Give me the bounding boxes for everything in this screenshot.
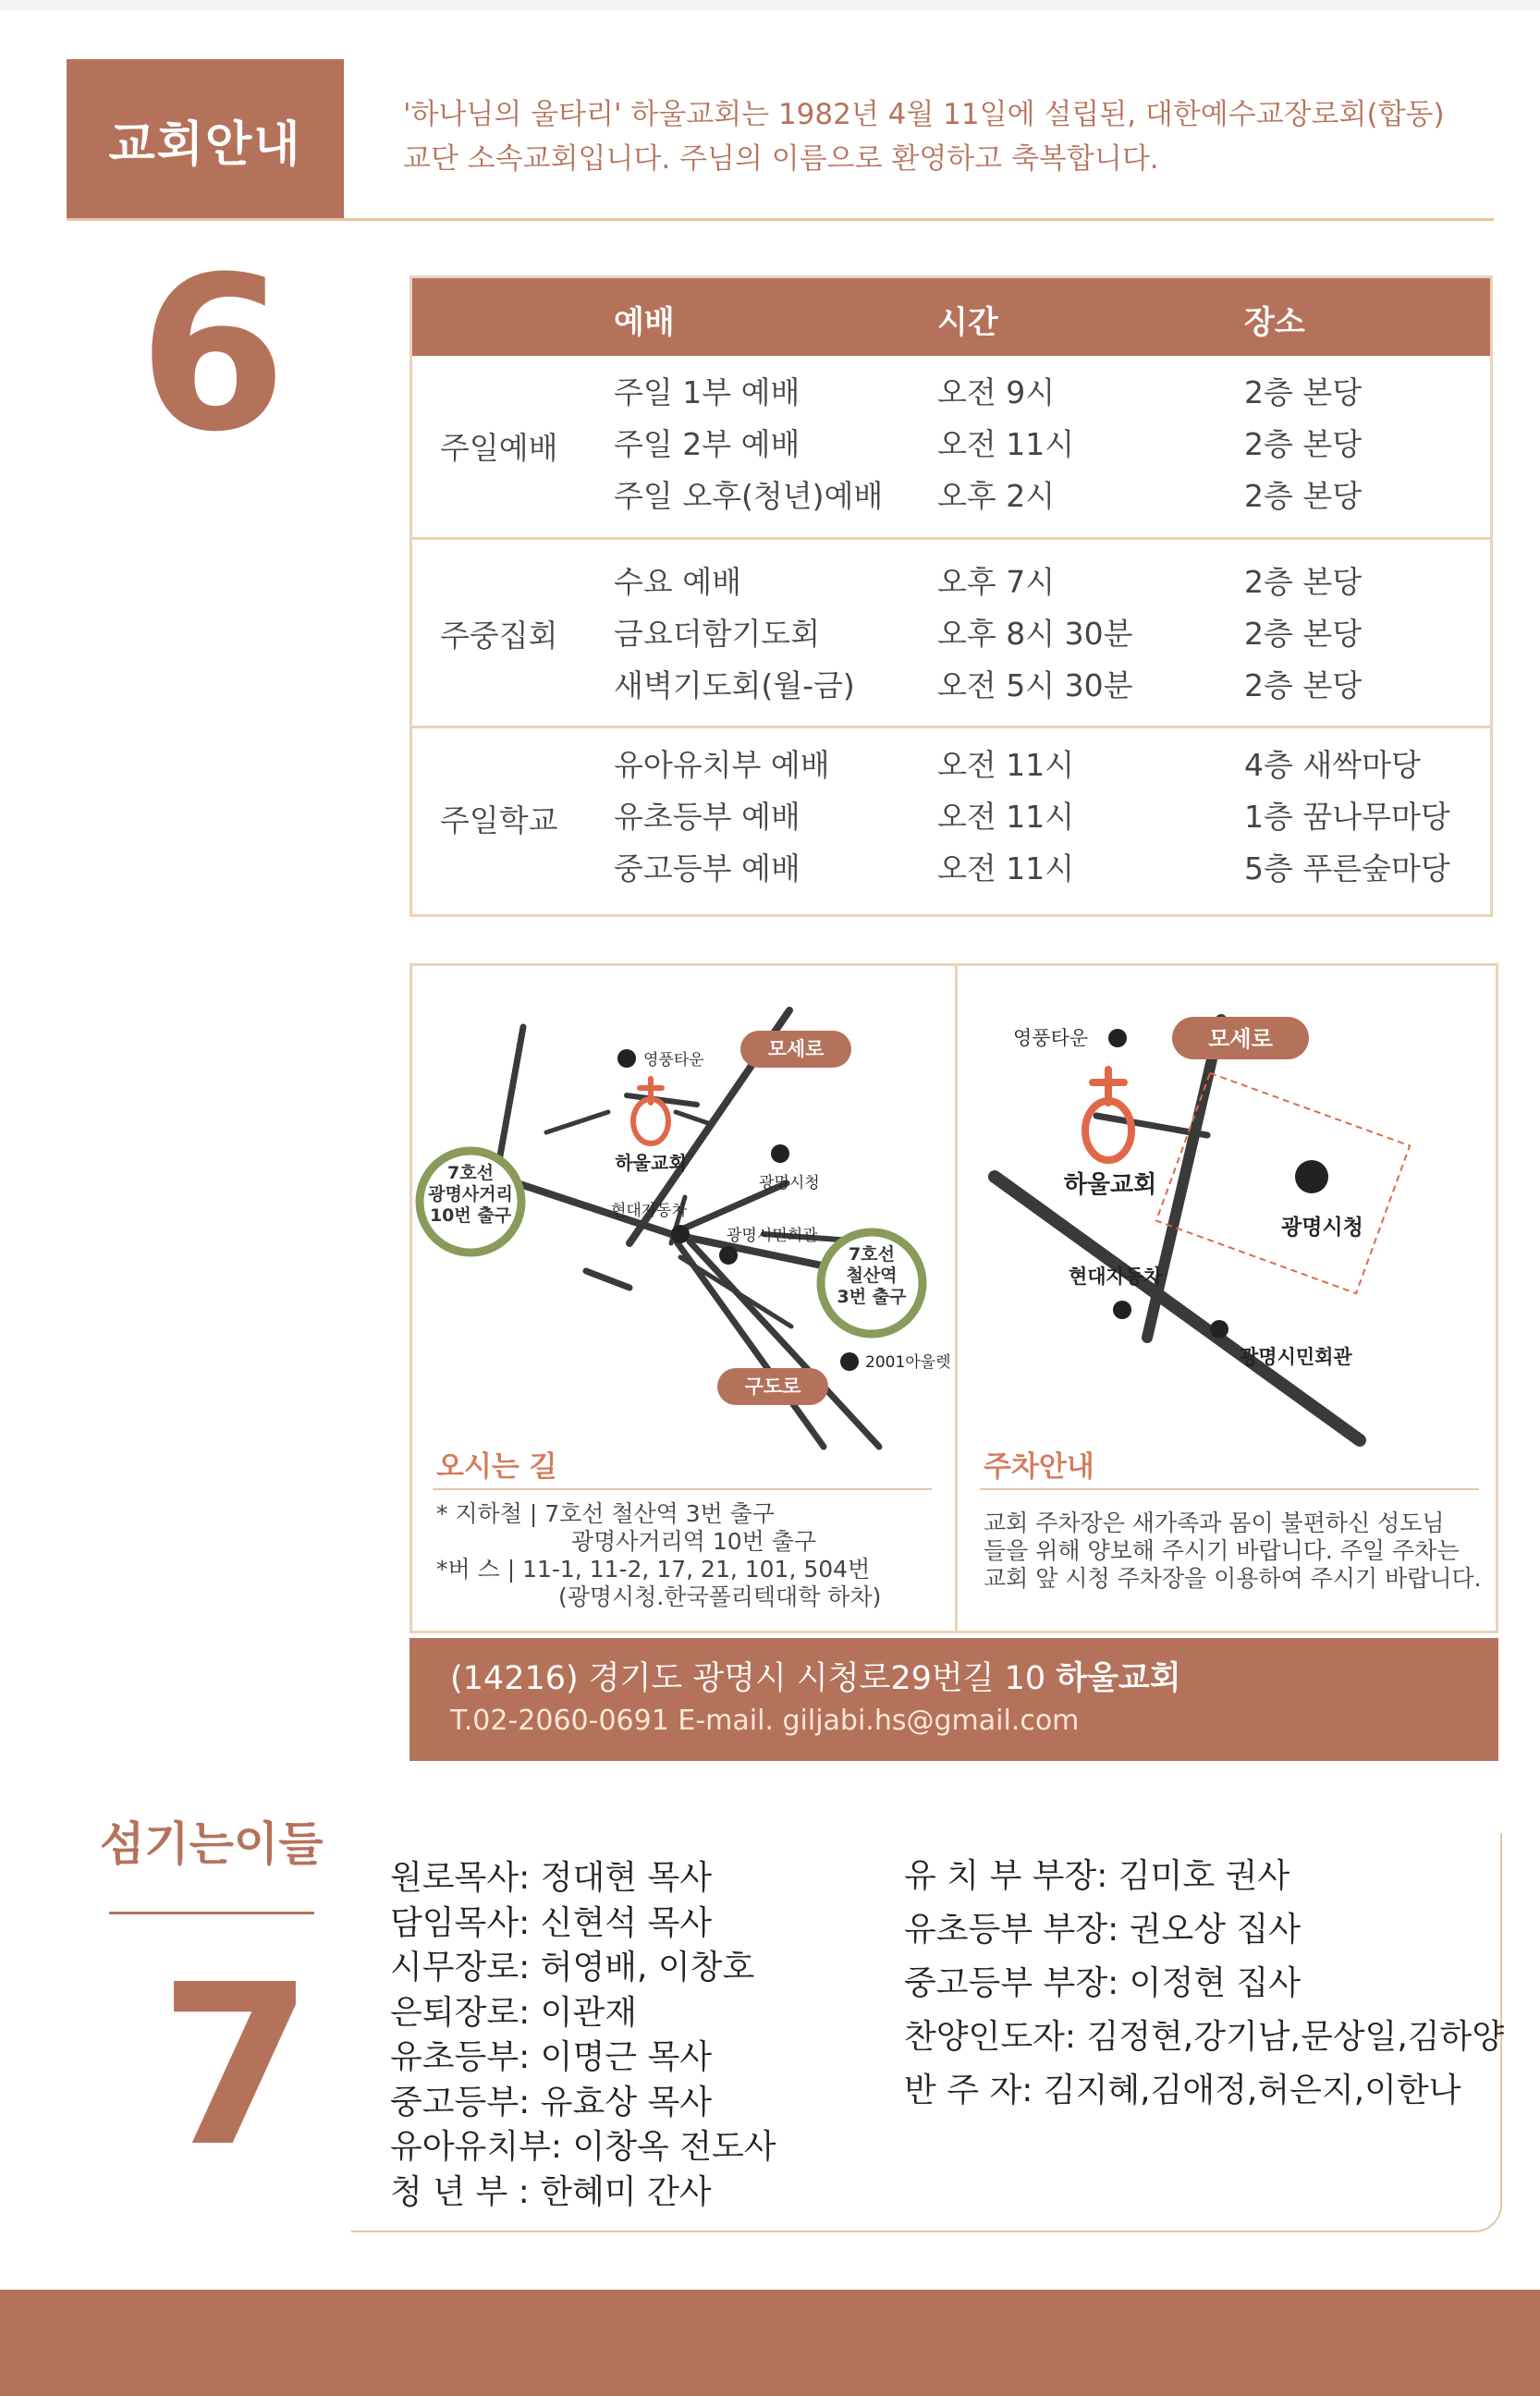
parking-map xyxy=(958,966,1498,1465)
table-row xyxy=(412,369,1490,421)
cell-place: 2층 본당 xyxy=(1244,667,1363,703)
label-hyundai: 현대자동차 xyxy=(1069,1265,1163,1288)
cell-name: 유초등부 예배 xyxy=(614,799,801,835)
staff-item: 담임목사: 신현석 목사 xyxy=(390,1903,712,1942)
label-civic: 광명시민회관 xyxy=(727,1227,818,1245)
label-civic: 광명시민회관 xyxy=(1240,1346,1352,1368)
staff-item: 찬양인도자: 김정현,강기남,문상일,김하양 xyxy=(904,2018,1505,2056)
group-weekday-meetings xyxy=(412,537,1490,726)
section-number: 7 xyxy=(159,1937,313,2195)
cell-name: 새벽기도회(월-금) xyxy=(614,667,855,703)
dot-hyundai xyxy=(1113,1301,1131,1319)
cell-time: 오후 8시 30분 xyxy=(937,616,1133,652)
table-row xyxy=(412,662,1490,714)
church-marker-icon xyxy=(633,1079,668,1143)
note-line: *버 스 | 11-1, 11-2, 17, 21, 101, 504번 xyxy=(436,1556,871,1583)
road-label-guro: 구도로 xyxy=(744,1375,801,1398)
cell-time: 오전 9시 xyxy=(937,374,1056,410)
station2-line1: 7호선 xyxy=(849,1244,895,1265)
station1-line3: 10번 출구 xyxy=(429,1205,512,1226)
intro-line-1: '하나님의 울타리' 하울교회는 1982년 4월 11일에 설립된, 대한예수교장로회(합동) xyxy=(403,98,1445,131)
note-line: 광명사거리역 10번 출구 xyxy=(571,1528,817,1555)
group-label: 주중집회 xyxy=(440,617,558,654)
table-header xyxy=(412,278,1490,356)
group-label: 주일예배 xyxy=(440,430,558,466)
section-badge-church-info: 교회안내 xyxy=(67,59,344,221)
cell-place: 1층 꿈나무마당 xyxy=(1244,799,1450,835)
staff-item: 유아유치부: 이창옥 전도사 xyxy=(390,2128,776,2166)
dot-cityhall xyxy=(771,1144,789,1163)
dot-yeongpung xyxy=(1108,1029,1127,1047)
dot-civic xyxy=(719,1246,738,1265)
road xyxy=(680,1257,791,1326)
address-bar xyxy=(409,1638,1498,1761)
road-label-mose: 모세로 xyxy=(767,1038,825,1060)
dot-yeongpung xyxy=(617,1049,636,1068)
station2-line3: 3번 출구 xyxy=(837,1287,907,1307)
cell-place: 2층 본당 xyxy=(1244,478,1363,514)
label-church: 하울교회 xyxy=(615,1152,687,1174)
cell-place: 2층 본당 xyxy=(1244,616,1363,652)
cell-place: 2층 본당 xyxy=(1244,426,1363,462)
intro-text xyxy=(403,92,1512,181)
contact-line: T.02-2060-0691 E-mail. giljabi.hs@gmail.com xyxy=(450,1705,1080,1737)
top-edge xyxy=(0,0,1540,11)
staff-item: 시무장로: 허영배, 이창호 xyxy=(390,1949,755,1986)
road xyxy=(1096,1116,1207,1135)
dot-civic xyxy=(1210,1320,1228,1339)
staff-list-left xyxy=(390,1852,776,2210)
road xyxy=(586,1271,629,1288)
note-line: 들을 위해 양보해 주시기 바랍니다. 주일 주차는 xyxy=(984,1537,1460,1564)
road xyxy=(546,1112,608,1132)
footer-bar xyxy=(0,2290,1540,2396)
service-schedule-table xyxy=(409,275,1493,917)
staff-item: 원로목사: 정대현 목사 xyxy=(390,1859,712,1897)
location-maps xyxy=(409,963,1498,1633)
map-title-parking: 주차안내 xyxy=(984,1450,1094,1484)
label-yeongpung: 영풍타운 xyxy=(1013,1027,1089,1049)
parking-lot-outline xyxy=(1156,1073,1410,1293)
header-time: 시간 xyxy=(937,304,998,341)
header-service: 예배 xyxy=(614,304,675,341)
cell-name: 주일 오후(청년)예배 xyxy=(614,478,884,514)
address-text: (14216) 경기도 광명시 시청로29번길 10 xyxy=(450,1660,1046,1697)
label-yeongpung: 영풍타운 xyxy=(643,1051,704,1070)
staff-item: 은퇴장로: 이관재 xyxy=(390,1993,638,2032)
group-sunday-school xyxy=(412,726,1490,914)
section-title-servants: 섬기는이들 xyxy=(100,1817,324,1871)
directions-notes xyxy=(436,1500,881,1611)
cell-place: 4층 새싹마당 xyxy=(1244,747,1421,783)
label-church: 하울교회 xyxy=(1063,1171,1157,1199)
staff-item: 유초등부 부장: 권오상 집사 xyxy=(904,1911,1301,1949)
table-row xyxy=(412,421,1490,472)
road xyxy=(676,1112,708,1123)
staff-item: 청 년 부 : 한혜미 간사 xyxy=(390,2172,712,2211)
station1-line1: 7호선 xyxy=(447,1163,494,1183)
cell-name: 주일 2부 예배 xyxy=(614,426,801,462)
staff-list-right xyxy=(904,1850,1504,2118)
section-rule xyxy=(109,1912,314,1914)
directions-map xyxy=(412,966,955,1465)
staff-box xyxy=(351,1833,1505,2232)
cell-name: 유아유치부 예배 xyxy=(614,747,830,783)
cell-place: 5층 푸른숲마당 xyxy=(1244,850,1450,886)
cell-time: 오후 7시 xyxy=(937,564,1056,600)
header-place: 장소 xyxy=(1244,304,1305,341)
label-hyundai: 현대자동차 xyxy=(611,1202,688,1220)
cell-place: 2층 본당 xyxy=(1244,564,1363,600)
cell-time: 오전 11시 xyxy=(937,850,1075,886)
group-label: 주일학교 xyxy=(440,802,558,838)
note-line: 교회 주차장은 새가족과 몸이 불편하신 성도님 xyxy=(984,1510,1445,1536)
cell-time: 오전 11시 xyxy=(937,799,1075,835)
address-line xyxy=(450,1653,1181,1699)
group-sunday-worship xyxy=(412,356,1490,537)
map-rule xyxy=(433,1488,932,1490)
staff-item: 중고등부: 유효상 목사 xyxy=(390,2083,712,2121)
label-outlet: 2001아울렛 xyxy=(865,1353,951,1372)
road xyxy=(1147,1020,1221,1338)
staff-item: 유 치 부 부장: 김미호 권사 xyxy=(904,1857,1290,1895)
staff-item: 반 주 자: 김지혜,김애정,허은지,이한나 xyxy=(904,2072,1461,2109)
note-line: * 지하철 | 7호선 철산역 3번 출구 xyxy=(436,1500,776,1527)
table-row xyxy=(412,741,1490,793)
road-label-mose: 모세로 xyxy=(1208,1026,1273,1052)
divider xyxy=(67,218,1494,221)
note-line: 교회 앞 시청 주차장을 이용하여 주시기 바랍니다. xyxy=(984,1565,1482,1592)
label-cityhall: 광명시청 xyxy=(759,1174,820,1192)
station2-line2: 철산역 xyxy=(846,1265,898,1286)
table-row xyxy=(412,472,1490,524)
table-row xyxy=(412,845,1490,897)
intro-line-2: 교단 소속교회입니다. 주님의 이름으로 환영하고 축복합니다. xyxy=(403,142,1159,176)
staff-item: 유초등부: 이명근 목사 xyxy=(390,2038,712,2076)
church-name: 하울교회 xyxy=(1056,1660,1181,1697)
table-row xyxy=(412,610,1490,662)
label-cityhall: 광명시청 xyxy=(1281,1216,1363,1240)
cell-place: 2층 본당 xyxy=(1244,374,1363,410)
cell-name: 금요더함기도회 xyxy=(614,616,821,652)
parking-notes xyxy=(984,1510,1482,1593)
map-title-directions: 오시는 길 xyxy=(436,1450,557,1484)
cell-time: 오전 11시 xyxy=(937,747,1075,783)
cell-name: 수요 예배 xyxy=(614,564,742,600)
dot-cityhall xyxy=(1295,1160,1328,1193)
cell-name: 중고등부 예배 xyxy=(614,850,801,886)
staff-item: 중고등부 부장: 이정현 집사 xyxy=(904,1964,1301,2002)
cell-time: 오전 11시 xyxy=(937,426,1075,462)
table-row xyxy=(412,793,1490,845)
map-rule xyxy=(980,1488,1479,1490)
section-number: 6 xyxy=(139,232,287,479)
cell-time: 오전 5시 30분 xyxy=(937,667,1133,703)
note-line: (광명시청.한국폴리텍대학 하차) xyxy=(558,1583,882,1610)
table-row xyxy=(412,558,1490,610)
dot-hyundai xyxy=(671,1225,690,1243)
cell-name: 주일 1부 예배 xyxy=(614,374,801,410)
station1-line2: 광명사거리 xyxy=(428,1184,513,1204)
dot-outlet xyxy=(840,1352,859,1371)
cell-time: 오후 2시 xyxy=(937,478,1056,514)
